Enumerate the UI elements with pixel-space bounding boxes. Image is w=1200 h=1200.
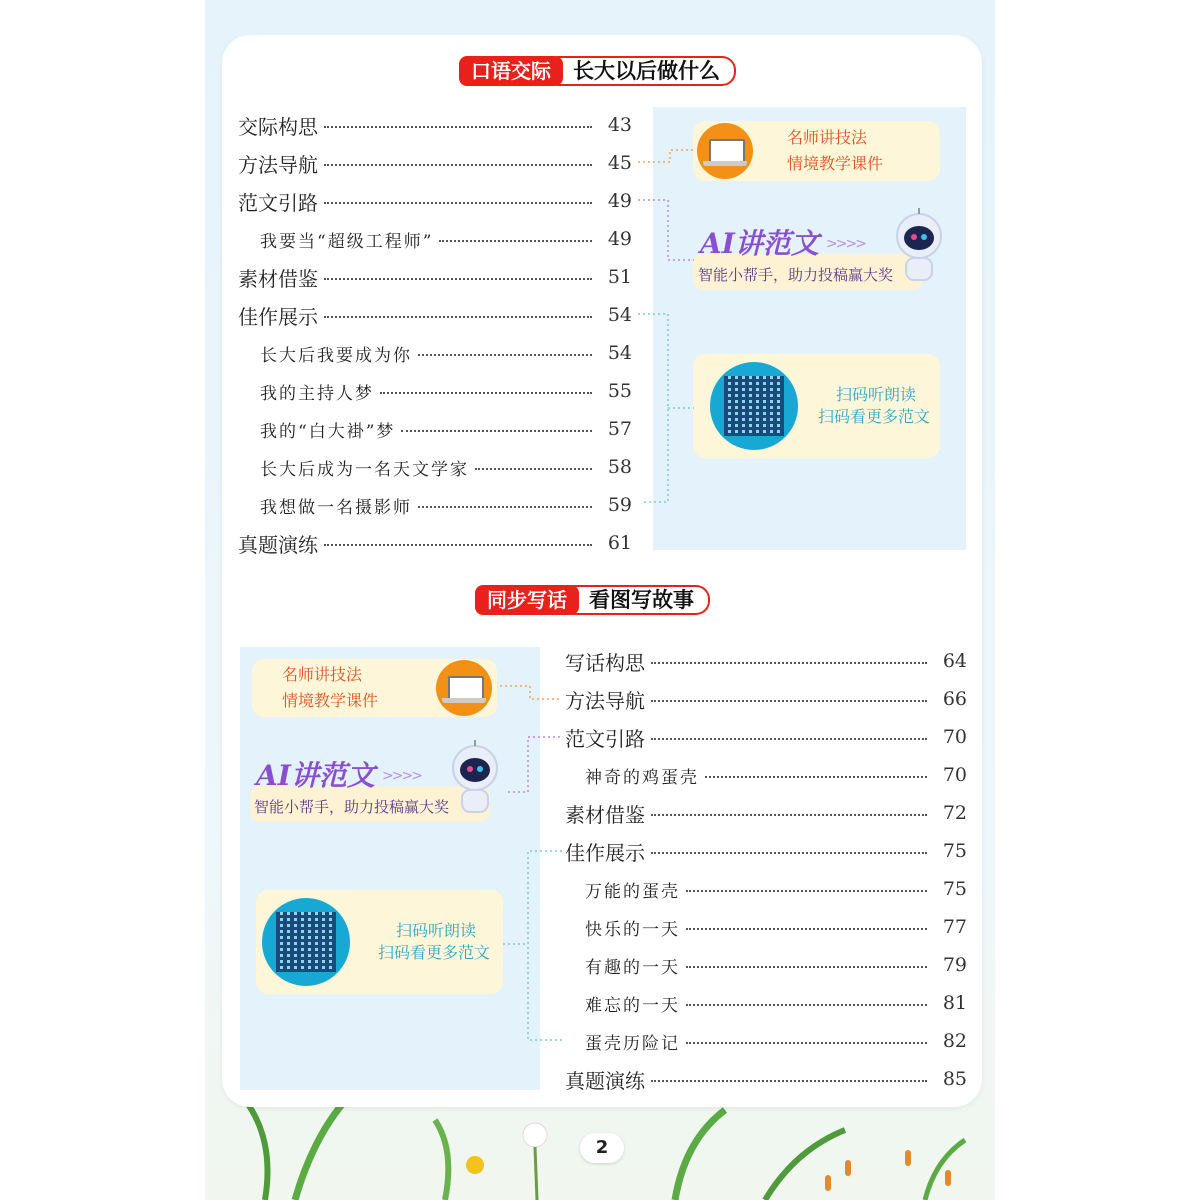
ai-subtitle-2: 智能小帮手，助力投稿赢大奖 [254,798,450,816]
ai-arrows-1: >>>> [826,236,865,252]
ai-subtitle-1: 智能小帮手，助力投稿赢大奖 [698,266,894,284]
toc-entry-title: 我的“白大褂”梦 [260,421,396,442]
toc-entry-page: 54 [607,342,632,364]
toc-entry-page: 43 [607,114,632,136]
course-line1: 名师讲技法 [787,128,868,147]
toc-entry-title: 素材借鉴 [565,802,645,827]
toc-entry-page: 55 [607,380,632,402]
toc-entry-title: 写话构思 [565,650,645,675]
toc-entry-page: 49 [607,228,632,250]
toc-entry-page: 49 [607,190,632,212]
toc-entry-title: 神奇的鸡蛋壳 [585,767,699,788]
toc-entry-title: 长大后成为一名天文学家 [260,459,469,480]
toc-entry-page: 57 [607,418,632,440]
qr-line1-2: 扫码听朗读 [396,921,477,940]
toc-entry-page: 59 [607,494,632,516]
toc-entry-page: 77 [942,916,967,938]
toc-entry-title: 佳作展示 [238,304,318,329]
toc-entry-page: 82 [942,1030,967,1052]
qr-line2: 扫码看更多范文 [818,407,931,426]
toc-entry-title: 我想做一名摄影师 [260,497,412,518]
toc-entry-page: 81 [942,992,967,1014]
toc-entry-title: 有趣的一天 [585,957,680,978]
ai-title-1[interactable]: AI讲范文 [700,227,819,260]
toc-entry-title: 我的主持人梦 [260,383,374,404]
course-line2: 情境教学课件 [787,154,884,173]
toc-entry-title: 方法导航 [565,688,645,713]
toc-entry-page: 64 [942,650,967,672]
toc-entry-page: 79 [942,954,967,976]
ai-arrows-2: >>>> [382,768,421,784]
toc-entry-page: 54 [607,304,632,326]
toc-entry-title: 难忘的一天 [585,995,680,1016]
toc-entry-title: 范文引路 [565,726,645,751]
toc-entry-page: 51 [607,266,632,288]
ai-title-2[interactable]: AI讲范文 [256,759,375,792]
toc-entry-title: 快乐的一天 [585,919,680,940]
section1-tag: 口语交际 [459,56,563,86]
course-line1-2: 名师讲技法 [282,665,363,684]
toc-entry-title: 长大后我要成为你 [260,345,412,366]
section2-tag: 同步写话 [475,585,579,615]
toc-entry-page: 85 [942,1068,967,1090]
toc-entry-title: 素材借鉴 [238,266,318,291]
toc-entry-title: 交际构思 [238,114,318,139]
page-number: 2 [580,1133,624,1163]
toc-entry-title: 万能的蛋壳 [585,881,680,902]
toc-entry-page: 66 [942,688,967,710]
toc-entry-title: 佳作展示 [565,840,645,865]
toc-entry-page: 61 [607,532,632,554]
section1-title: 长大以后做什么 [557,56,736,86]
toc-entry-page: 75 [942,878,967,900]
toc-entry-title: 方法导航 [238,152,318,177]
qr-line1: 扫码听朗读 [836,385,917,404]
toc-entry-title: 真题演练 [565,1068,645,1093]
toc-entry-page: 72 [942,802,967,824]
course-line2-2: 情境教学课件 [282,691,379,710]
section2-title: 看图写故事 [573,585,710,615]
qr-line2-2: 扫码看更多范文 [378,943,491,962]
toc-entry-title: 真题演练 [238,532,318,557]
toc-entry-title: 蛋壳历险记 [585,1033,680,1054]
toc-entry-title: 我要当“超级工程师” [260,231,434,252]
toc-entry-title: 范文引路 [238,190,318,215]
toc-entry-page: 75 [942,840,967,862]
toc-entry-page: 45 [607,152,632,174]
toc-entry-page: 70 [942,726,967,748]
toc-entry-page: 58 [607,456,632,478]
toc-entry-page: 70 [942,764,967,786]
